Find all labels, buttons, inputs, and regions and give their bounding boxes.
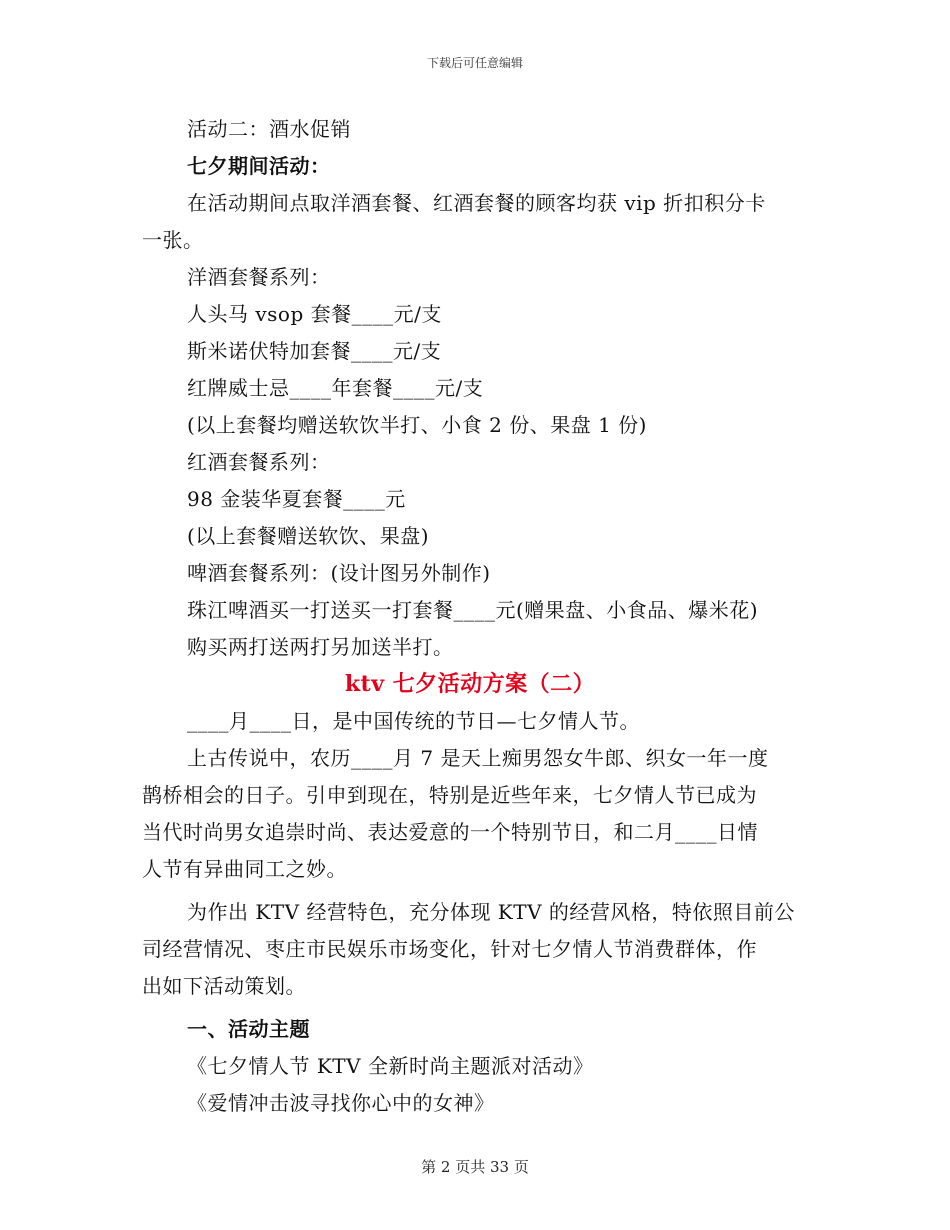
- theme-item: 《七夕情人节 KTV 全新时尚主题派对活动》: [187, 1054, 594, 1078]
- document-body: [142, 111, 798, 1122]
- list-item: 98 金装华夏套餐____元: [187, 487, 406, 511]
- activity2-heading: 活动二：酒水促销: [187, 117, 351, 141]
- intro-paragraph: [142, 185, 798, 259]
- paragraph-line: 上古传说中，农历____月 7 是天上痴男怨女牛郎、织女一年一度: [187, 746, 769, 770]
- paragraph-line: 鹊桥相会的日子。引申到现在，特别是近些年来，七夕情人节已成为: [142, 783, 757, 807]
- legend-paragraph: [142, 740, 798, 888]
- section-title: ktv 七夕活动方案（二）: [344, 671, 596, 697]
- list-item: (以上套餐均赠送软饮半打、小食 2 份、果盘 1 份): [187, 413, 647, 437]
- qixi-heading: 七夕期间活动：: [187, 154, 331, 178]
- beer-series-heading: 啤酒套餐系列：(设计图另外制作): [187, 561, 491, 585]
- page-number: 第 2 页共 33 页: [421, 1158, 529, 1176]
- paragraph-line: 出如下活动策划。: [142, 974, 306, 998]
- paragraph-line: 人节有异曲同工之妙。: [142, 857, 347, 881]
- list-item: 红牌威士忌____年套餐____元/支: [187, 376, 484, 400]
- page-header-note: 下载后可任意编辑: [426, 56, 523, 70]
- theme-heading: 一、活动主题: [187, 1017, 310, 1041]
- date-line: ____月____日，是中国传统的节日—七夕情人节。: [187, 709, 640, 733]
- list-item: 购买两打送两打另加送半打。: [187, 635, 454, 659]
- list-item: 人头马 vsop 套餐____元/支: [187, 302, 442, 326]
- plan-paragraph: [142, 894, 798, 1005]
- list-item: (以上套餐赠送软饮、果盘): [187, 524, 430, 548]
- paragraph-line: 在活动期间点取洋酒套餐、红酒套餐的顾客均获 vip 折扣积分卡: [187, 191, 766, 215]
- list-item: 斯米诺伏特加套餐____元/支: [187, 339, 442, 363]
- paragraph-line: 司经营情况、枣庄市民娱乐市场变化，针对七夕情人节消费群体，作: [142, 937, 757, 961]
- red-wine-series-heading: 红酒套餐系列：: [187, 450, 331, 474]
- foreign-wine-series-heading: 洋酒套餐系列：: [187, 265, 331, 289]
- list-item: 珠江啤酒买一打送买一打套餐____元(赠果盘、小食品、爆米花): [187, 598, 759, 622]
- paragraph-line: 一张。: [142, 228, 204, 252]
- paragraph-line: 当代时尚男女追崇时尚、表达爱意的一个特别节日，和二月____日情: [142, 820, 758, 844]
- theme-item: 《爱情冲击波寻找你心中的女神》: [187, 1091, 495, 1115]
- paragraph-line: 为作出 KTV 经营特色，充分体现 KTV 的经营风格，特依照目前公: [187, 900, 795, 924]
